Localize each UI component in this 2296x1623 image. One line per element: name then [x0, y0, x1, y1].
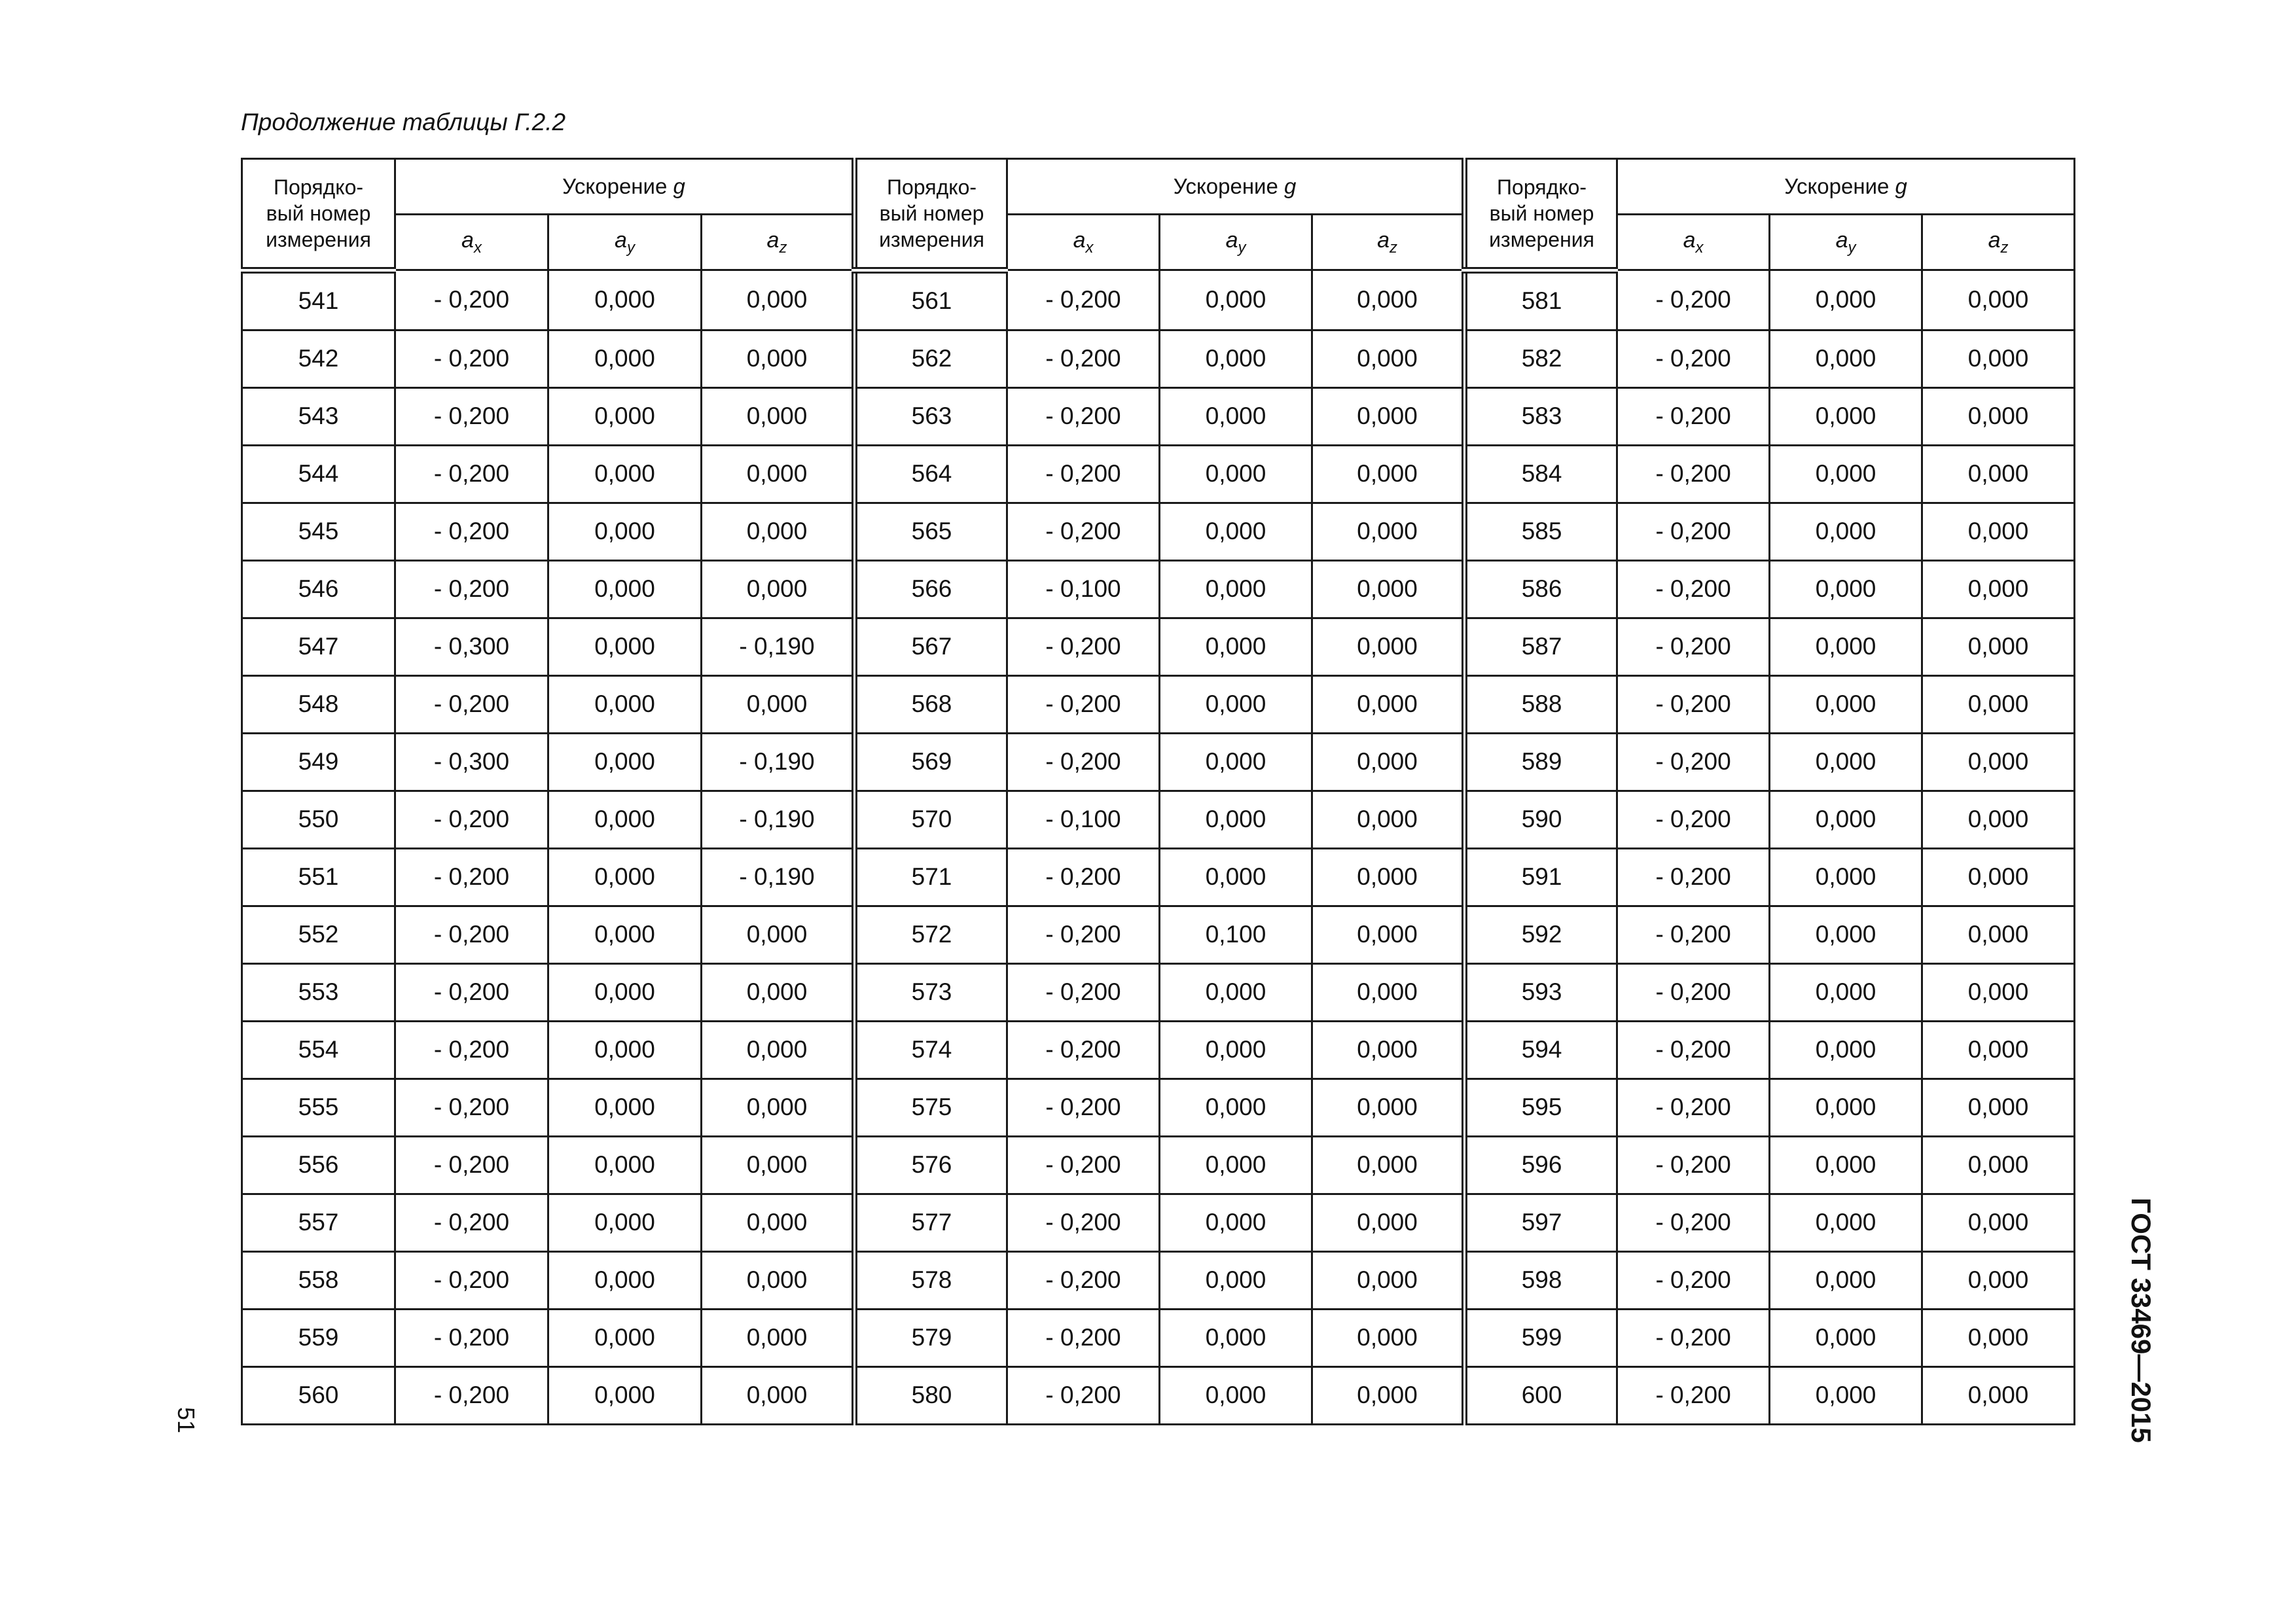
measurement-number-cell: 583 [1465, 387, 1617, 445]
measurement-number-cell: 564 [855, 445, 1007, 503]
ay-cell: 0,000 [1160, 675, 1312, 733]
ay-cell: 0,000 [1770, 963, 1922, 1021]
measurement-number-cell: 589 [1465, 733, 1617, 791]
ay-cell: 0,000 [1770, 330, 1922, 387]
measurement-number-cell: 542 [242, 330, 395, 387]
ax-cell: - 0,200 [395, 445, 548, 503]
ay-cell: 0,000 [1160, 330, 1312, 387]
az-cell: 0,000 [1922, 387, 2075, 445]
ay-cell: 0,000 [1770, 1136, 1922, 1194]
az-cell: 0,000 [702, 1251, 855, 1309]
table-row [242, 1251, 2075, 1309]
measurement-number-cell: 560 [242, 1366, 395, 1424]
measurement-number-cell: 559 [242, 1309, 395, 1366]
az-cell: 0,000 [1922, 1079, 2075, 1136]
ay-cell: 0,000 [1160, 1079, 1312, 1136]
ay-cell: 0,000 [548, 560, 702, 618]
ax-cell: - 0,200 [1617, 503, 1770, 560]
az-cell: 0,000 [1922, 733, 2075, 791]
ax-cell: - 0,200 [395, 1366, 548, 1424]
ax-cell: - 0,200 [1007, 906, 1160, 963]
measurement-number-cell: 597 [1465, 1194, 1617, 1251]
measurement-number-cell: 581 [1465, 270, 1617, 330]
ay-cell: 0,000 [1160, 1136, 1312, 1194]
az-cell: 0,000 [1922, 1251, 2075, 1309]
ax-cell: - 0,200 [1617, 445, 1770, 503]
az-cell: 0,000 [1922, 675, 2075, 733]
ax-cell: - 0,200 [395, 1194, 548, 1251]
ax-cell: - 0,200 [1007, 1366, 1160, 1424]
measurement-number-cell: 555 [242, 1079, 395, 1136]
ax-cell: - 0,200 [395, 1251, 548, 1309]
az-header: $a_z$ [1922, 215, 2075, 270]
ay-cell: 0,000 [1160, 963, 1312, 1021]
table-row [242, 1194, 2075, 1251]
az-cell: 0,000 [1312, 270, 1465, 330]
ax-cell: - 0,100 [1007, 791, 1160, 848]
ax-cell: - 0,200 [1617, 906, 1770, 963]
header-row-top [242, 159, 2075, 215]
measurement-number-cell: 543 [242, 387, 395, 445]
ay-cell: 0,100 [1160, 906, 1312, 963]
measurement-number-cell: 574 [855, 1021, 1007, 1079]
acceleration-header: Ускорение g [395, 159, 855, 215]
ax-cell: - 0,200 [1007, 1309, 1160, 1366]
measurement-number-cell: 541 [242, 270, 395, 330]
ay-cell: 0,000 [548, 906, 702, 963]
ax-cell: - 0,200 [1007, 1079, 1160, 1136]
az-cell: 0,000 [1922, 848, 2075, 906]
ax-cell: - 0,200 [1007, 1021, 1160, 1079]
table-row [242, 503, 2075, 560]
ax-cell: - 0,200 [1617, 791, 1770, 848]
ay-cell: 0,000 [548, 733, 702, 791]
ay-cell: 0,000 [548, 675, 702, 733]
measurement-number-cell: 557 [242, 1194, 395, 1251]
table-row [242, 330, 2075, 387]
ay-cell: 0,000 [548, 1366, 702, 1424]
az-cell: 0,000 [1312, 1366, 1465, 1424]
ay-cell: 0,000 [1770, 1309, 1922, 1366]
ax-cell: - 0,200 [1617, 1079, 1770, 1136]
ay-cell: 0,000 [1160, 1194, 1312, 1251]
az-cell: 0,000 [1312, 963, 1465, 1021]
az-cell: 0,000 [702, 1136, 855, 1194]
ax-cell: - 0,200 [395, 387, 548, 445]
ay-cell: 0,000 [548, 445, 702, 503]
measurement-number-cell: 566 [855, 560, 1007, 618]
ax-cell: - 0,200 [395, 1136, 548, 1194]
ay-cell: 0,000 [1160, 1021, 1312, 1079]
measurement-number-cell: 567 [855, 618, 1007, 675]
az-cell: 0,000 [702, 560, 855, 618]
table-row [242, 1079, 2075, 1136]
ax-cell: - 0,200 [1007, 1136, 1160, 1194]
acceleration-table [241, 158, 2075, 1425]
measurement-number-cell: 545 [242, 503, 395, 560]
table-row [242, 1366, 2075, 1424]
measurement-number-cell: 552 [242, 906, 395, 963]
measurement-number-header: Порядко- вый номер измерения [242, 159, 395, 270]
ay-cell: 0,000 [1770, 1251, 1922, 1309]
ax-cell: - 0,200 [395, 560, 548, 618]
ay-cell: 0,000 [1160, 503, 1312, 560]
ay-cell: 0,000 [1160, 270, 1312, 330]
az-cell: - 0,190 [702, 848, 855, 906]
measurement-number-header: Порядко- вый номер измерения [1465, 159, 1617, 270]
ay-cell: 0,000 [1770, 560, 1922, 618]
measurement-number-cell: 573 [855, 963, 1007, 1021]
az-cell: 0,000 [1312, 1251, 1465, 1309]
ax-header: $a_x$ [1007, 215, 1160, 270]
ax-cell: - 0,200 [1617, 270, 1770, 330]
ax-cell: - 0,200 [1617, 733, 1770, 791]
ay-cell: 0,000 [1770, 445, 1922, 503]
measurement-number-cell: 571 [855, 848, 1007, 906]
measurement-number-cell: 586 [1465, 560, 1617, 618]
ay-cell: 0,000 [548, 1136, 702, 1194]
az-cell: 0,000 [1312, 1194, 1465, 1251]
ay-cell: 0,000 [1160, 848, 1312, 906]
az-cell: 0,000 [1922, 560, 2075, 618]
ay-header: $a_y$ [548, 215, 702, 270]
table-row [242, 1309, 2075, 1366]
measurement-number-cell: 582 [1465, 330, 1617, 387]
az-cell: 0,000 [702, 1021, 855, 1079]
ax-cell: - 0,300 [395, 618, 548, 675]
ax-cell: - 0,200 [1007, 330, 1160, 387]
ax-cell: - 0,200 [1617, 560, 1770, 618]
measurement-number-cell: 577 [855, 1194, 1007, 1251]
az-cell: - 0,190 [702, 618, 855, 675]
measurement-number-header: Порядко- вый номер измерения [855, 159, 1007, 270]
table-row [242, 733, 2075, 791]
ax-cell: - 0,200 [1617, 618, 1770, 675]
ax-cell: - 0,200 [1617, 1309, 1770, 1366]
ay-cell: 0,000 [1770, 791, 1922, 848]
measurement-number-cell: 550 [242, 791, 395, 848]
measurement-number-cell: 593 [1465, 963, 1617, 1021]
az-cell: 0,000 [702, 963, 855, 1021]
ay-cell: 0,000 [548, 1251, 702, 1309]
az-cell: 0,000 [1312, 848, 1465, 906]
az-cell: 0,000 [1922, 906, 2075, 963]
ax-cell: - 0,200 [1007, 1194, 1160, 1251]
ay-cell: 0,000 [548, 848, 702, 906]
ax-header: $a_x$ [395, 215, 548, 270]
table-row [242, 963, 2075, 1021]
az-cell: 0,000 [1922, 963, 2075, 1021]
measurement-number-cell: 576 [855, 1136, 1007, 1194]
az-cell: 0,000 [1922, 791, 2075, 848]
ay-cell: 0,000 [548, 963, 702, 1021]
measurement-number-cell: 556 [242, 1136, 395, 1194]
measurement-number-cell: 549 [242, 733, 395, 791]
measurement-number-cell: 553 [242, 963, 395, 1021]
measurement-number-cell: 548 [242, 675, 395, 733]
measurement-number-cell: 580 [855, 1366, 1007, 1424]
measurement-number-cell: 561 [855, 270, 1007, 330]
az-cell: 0,000 [1922, 1021, 2075, 1079]
ay-cell: 0,000 [1160, 618, 1312, 675]
measurement-number-cell: 572 [855, 906, 1007, 963]
az-cell: 0,000 [1312, 445, 1465, 503]
measurement-number-cell: 563 [855, 387, 1007, 445]
az-cell: 0,000 [1922, 618, 2075, 675]
az-cell: - 0,190 [702, 733, 855, 791]
ay-cell: 0,000 [548, 1309, 702, 1366]
ax-cell: - 0,200 [395, 503, 548, 560]
az-cell: 0,000 [1922, 445, 2075, 503]
az-cell: 0,000 [702, 1309, 855, 1366]
ay-cell: 0,000 [1160, 791, 1312, 848]
az-cell: 0,000 [702, 445, 855, 503]
ax-cell: - 0,200 [1617, 963, 1770, 1021]
az-cell: 0,000 [1312, 906, 1465, 963]
measurement-number-cell: 600 [1465, 1366, 1617, 1424]
az-cell: - 0,190 [702, 791, 855, 848]
ay-cell: 0,000 [1160, 1366, 1312, 1424]
az-cell: 0,000 [1312, 1079, 1465, 1136]
measurement-number-cell: 588 [1465, 675, 1617, 733]
ax-cell: - 0,200 [1617, 1251, 1770, 1309]
ax-cell: - 0,200 [1617, 330, 1770, 387]
ax-cell: - 0,200 [1007, 675, 1160, 733]
ax-cell: - 0,100 [1007, 560, 1160, 618]
az-cell: 0,000 [702, 503, 855, 560]
ax-cell: - 0,200 [395, 330, 548, 387]
measurement-number-cell: 568 [855, 675, 1007, 733]
az-cell: 0,000 [702, 387, 855, 445]
table-row [242, 1136, 2075, 1194]
table-row [242, 560, 2075, 618]
ax-cell: - 0,200 [1007, 445, 1160, 503]
measurement-number-cell: 599 [1465, 1309, 1617, 1366]
measurement-number-cell: 551 [242, 848, 395, 906]
table-row [242, 906, 2075, 963]
az-cell: 0,000 [702, 1079, 855, 1136]
ay-cell: 0,000 [1770, 270, 1922, 330]
ay-cell: 0,000 [548, 270, 702, 330]
ax-cell: - 0,200 [1617, 848, 1770, 906]
ax-cell: - 0,200 [395, 270, 548, 330]
az-cell: 0,000 [1312, 1309, 1465, 1366]
az-cell: 0,000 [1312, 330, 1465, 387]
measurement-number-cell: 598 [1465, 1251, 1617, 1309]
ay-header: $a_y$ [1770, 215, 1922, 270]
ay-cell: 0,000 [548, 1021, 702, 1079]
table-row [242, 270, 2075, 330]
measurement-number-cell: 546 [242, 560, 395, 618]
measurement-number-cell: 544 [242, 445, 395, 503]
ax-cell: - 0,200 [1007, 618, 1160, 675]
table-caption: Продолжение таблицы Г.2.2 [241, 109, 566, 135]
az-cell: 0,000 [1312, 675, 1465, 733]
page-number: 51 [173, 1407, 200, 1434]
ay-cell: 0,000 [548, 618, 702, 675]
acceleration-header: Ускорение g [1007, 159, 1465, 215]
ay-cell: 0,000 [548, 330, 702, 387]
ay-cell: 0,000 [1160, 560, 1312, 618]
az-cell: 0,000 [1922, 503, 2075, 560]
ax-cell: - 0,300 [395, 733, 548, 791]
ax-cell: - 0,200 [395, 675, 548, 733]
ay-cell: 0,000 [1770, 1021, 1922, 1079]
az-cell: 0,000 [702, 270, 855, 330]
measurement-number-cell: 594 [1465, 1021, 1617, 1079]
ax-cell: - 0,200 [1007, 848, 1160, 906]
ay-cell: 0,000 [548, 503, 702, 560]
measurement-number-cell: 584 [1465, 445, 1617, 503]
ay-cell: 0,000 [1770, 906, 1922, 963]
az-cell: 0,000 [702, 675, 855, 733]
table-row [242, 675, 2075, 733]
measurement-number-cell: 554 [242, 1021, 395, 1079]
ax-cell: - 0,200 [1617, 675, 1770, 733]
az-cell: 0,000 [1312, 618, 1465, 675]
az-header: $a_z$ [702, 215, 855, 270]
acceleration-header: Ускорение g [1617, 159, 2075, 215]
ay-cell: 0,000 [1770, 1079, 1922, 1136]
ax-cell: - 0,200 [1617, 387, 1770, 445]
ay-cell: 0,000 [1160, 733, 1312, 791]
ay-cell: 0,000 [1770, 618, 1922, 675]
ay-cell: 0,000 [1770, 1366, 1922, 1424]
document-id: ГОСТ 33469—2015 [2126, 1198, 2157, 1443]
ax-cell: - 0,200 [1007, 963, 1160, 1021]
ay-cell: 0,000 [1770, 387, 1922, 445]
ay-cell: 0,000 [1770, 1194, 1922, 1251]
ax-cell: - 0,200 [1007, 270, 1160, 330]
az-cell: 0,000 [1312, 733, 1465, 791]
measurement-number-cell: 578 [855, 1251, 1007, 1309]
ax-header: $a_x$ [1617, 215, 1770, 270]
measurement-number-cell: 591 [1465, 848, 1617, 906]
table-row [242, 848, 2075, 906]
measurement-number-cell: 558 [242, 1251, 395, 1309]
table-row [242, 618, 2075, 675]
measurement-number-cell: 562 [855, 330, 1007, 387]
az-cell: 0,000 [1922, 1194, 2075, 1251]
az-cell: 0,000 [1312, 1136, 1465, 1194]
measurement-number-cell: 575 [855, 1079, 1007, 1136]
az-cell: 0,000 [1312, 560, 1465, 618]
measurement-number-cell: 596 [1465, 1136, 1617, 1194]
measurement-number-cell: 570 [855, 791, 1007, 848]
ay-cell: 0,000 [548, 791, 702, 848]
az-cell: 0,000 [1922, 1366, 2075, 1424]
az-cell: 0,000 [1312, 503, 1465, 560]
ax-cell: - 0,200 [395, 848, 548, 906]
ax-cell: - 0,200 [1617, 1194, 1770, 1251]
az-cell: 0,000 [1922, 270, 2075, 330]
az-cell: 0,000 [1922, 330, 2075, 387]
ax-cell: - 0,200 [1617, 1136, 1770, 1194]
table-row [242, 1021, 2075, 1079]
measurement-number-cell: 590 [1465, 791, 1617, 848]
ax-cell: - 0,200 [1007, 1251, 1160, 1309]
ax-cell: - 0,200 [395, 1309, 548, 1366]
az-cell: 0,000 [702, 1366, 855, 1424]
ay-cell: 0,000 [548, 1079, 702, 1136]
ay-cell: 0,000 [548, 387, 702, 445]
az-cell: 0,000 [1312, 387, 1465, 445]
ax-cell: - 0,200 [395, 1021, 548, 1079]
ay-cell: 0,000 [1160, 1251, 1312, 1309]
az-cell: 0,000 [702, 1194, 855, 1251]
az-cell: 0,000 [1312, 791, 1465, 848]
ax-cell: - 0,200 [1007, 503, 1160, 560]
az-cell: 0,000 [1922, 1309, 2075, 1366]
ax-cell: - 0,200 [1617, 1366, 1770, 1424]
az-cell: 0,000 [1312, 1021, 1465, 1079]
header-row-axes [242, 215, 2075, 270]
measurement-number-cell: 595 [1465, 1079, 1617, 1136]
measurement-number-cell: 565 [855, 503, 1007, 560]
ax-cell: - 0,200 [1007, 733, 1160, 791]
ax-cell: - 0,200 [395, 791, 548, 848]
measurement-number-cell: 547 [242, 618, 395, 675]
az-header: $a_z$ [1312, 215, 1465, 270]
table-row [242, 445, 2075, 503]
measurement-number-cell: 579 [855, 1309, 1007, 1366]
measurement-number-cell: 569 [855, 733, 1007, 791]
table-row [242, 791, 2075, 848]
ax-cell: - 0,200 [395, 963, 548, 1021]
ay-cell: 0,000 [1770, 503, 1922, 560]
ay-cell: 0,000 [1770, 675, 1922, 733]
ax-cell: - 0,200 [1617, 1021, 1770, 1079]
ax-cell: - 0,200 [395, 1079, 548, 1136]
ay-cell: 0,000 [1160, 1309, 1312, 1366]
table-row [242, 387, 2075, 445]
ay-cell: 0,000 [1770, 733, 1922, 791]
az-cell: 0,000 [702, 906, 855, 963]
ay-cell: 0,000 [1160, 387, 1312, 445]
ay-cell: 0,000 [1770, 848, 1922, 906]
ay-header: $a_y$ [1160, 215, 1312, 270]
ax-cell: - 0,200 [395, 906, 548, 963]
table-body [242, 270, 2075, 1425]
measurement-number-cell: 587 [1465, 618, 1617, 675]
ay-cell: 0,000 [548, 1194, 702, 1251]
az-cell: 0,000 [1922, 1136, 2075, 1194]
ay-cell: 0,000 [1160, 445, 1312, 503]
measurement-number-cell: 585 [1465, 503, 1617, 560]
ax-cell: - 0,200 [1007, 387, 1160, 445]
az-cell: 0,000 [702, 330, 855, 387]
measurement-number-cell: 592 [1465, 906, 1617, 963]
